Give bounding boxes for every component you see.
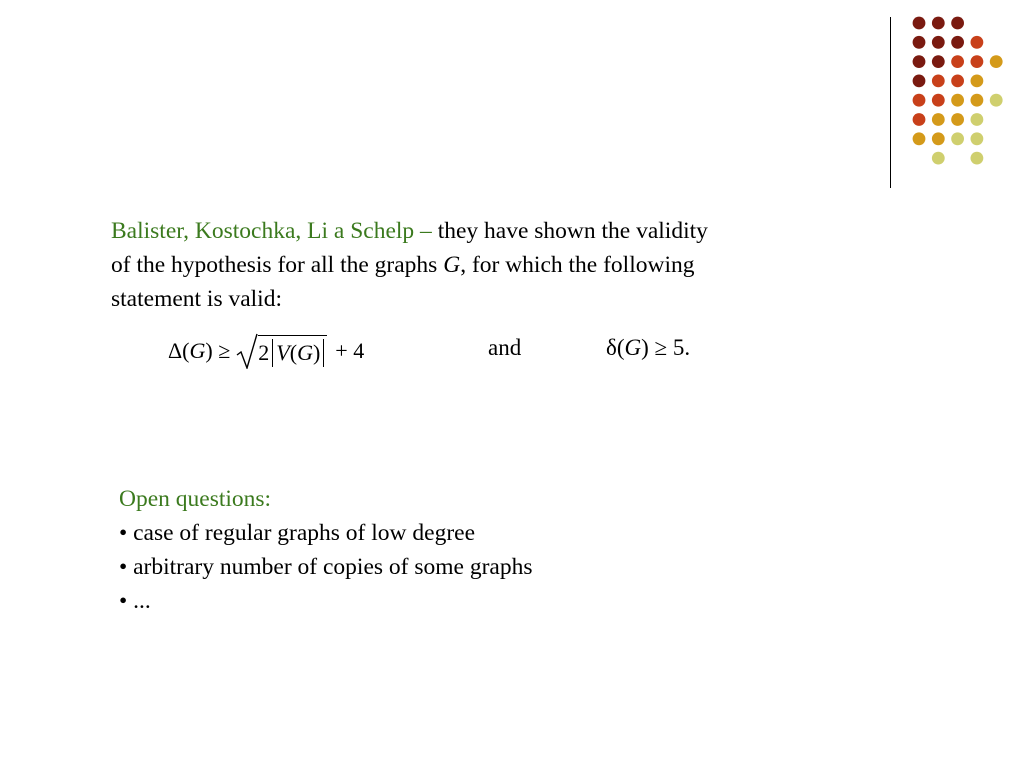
decorative-dot bbox=[951, 113, 964, 126]
decorative-dot bbox=[951, 94, 964, 107]
min-degree-rest: ) ≥ 5. bbox=[641, 335, 691, 360]
min-degree-lhs: δ( bbox=[606, 335, 625, 360]
decorative-dot bbox=[971, 152, 984, 165]
question-item: • ... bbox=[119, 588, 151, 614]
decorative-dot bbox=[913, 75, 926, 88]
decorative-dot bbox=[932, 17, 945, 30]
decorative-dot bbox=[951, 55, 964, 68]
abs-bar-right bbox=[323, 339, 324, 367]
decorative-dot bbox=[951, 132, 964, 145]
radicand-graph-var: G bbox=[297, 339, 313, 365]
decorative-dot bbox=[951, 17, 964, 30]
radicand-coefficient: 2 bbox=[258, 339, 270, 365]
decorative-dot bbox=[932, 55, 945, 68]
question-item: • arbitrary number of copies of some graphs bbox=[119, 554, 533, 580]
decorative-dot bbox=[932, 36, 945, 49]
radicand bbox=[258, 335, 327, 368]
decorative-dot bbox=[913, 36, 926, 49]
decorative-dot bbox=[971, 36, 984, 49]
decorative-dot bbox=[971, 132, 984, 145]
vertical-divider bbox=[890, 17, 891, 188]
decorative-dot bbox=[932, 152, 945, 165]
delta-lhs: Δ( bbox=[168, 338, 190, 363]
decorative-dot bbox=[971, 94, 984, 107]
decorative-dot bbox=[951, 36, 964, 49]
open-questions-block bbox=[119, 482, 819, 618]
formula-tail: + 4 bbox=[335, 338, 365, 363]
decorative-dot bbox=[971, 55, 984, 68]
result-paragraph bbox=[111, 214, 851, 316]
decorative-dot bbox=[913, 132, 926, 145]
connector-and: and bbox=[488, 335, 522, 360]
line2-end-text: , for which the following bbox=[460, 252, 695, 278]
vertex-set-v: V bbox=[276, 339, 290, 365]
decorative-dot bbox=[913, 17, 926, 30]
delta-relation: ) ≥ bbox=[205, 338, 231, 363]
decorative-dot bbox=[932, 94, 945, 107]
decorative-dot bbox=[971, 75, 984, 88]
decorative-dot bbox=[990, 94, 1003, 107]
delta-graph-var: G bbox=[189, 338, 206, 363]
decorative-dot bbox=[913, 113, 926, 126]
line3-text: statement is valid: bbox=[111, 286, 282, 312]
decorative-dot bbox=[932, 132, 945, 145]
line2-start-text: of the hypothesis for all the graphs bbox=[111, 252, 444, 278]
min-degree-graph-var: G bbox=[624, 335, 642, 360]
graph-variable: G bbox=[443, 252, 461, 278]
decorative-dot bbox=[990, 55, 1003, 68]
decorative-dot bbox=[932, 113, 945, 126]
decorative-dot bbox=[932, 75, 945, 88]
formula-row bbox=[0, 330, 1024, 380]
authors-text: Balister, Kostochka, Li a Schelp – bbox=[111, 218, 432, 244]
radicand-open: ( bbox=[289, 339, 298, 365]
question-item: • case of regular graphs of low degree bbox=[119, 520, 475, 546]
line1-text: they have shown the validity bbox=[431, 218, 708, 244]
square-root bbox=[236, 333, 327, 369]
decorative-dot bbox=[971, 113, 984, 126]
radicand-close: ) bbox=[312, 339, 321, 365]
decorative-dot-grid bbox=[0, 0, 1024, 200]
decorative-dot bbox=[913, 55, 926, 68]
max-degree-formula bbox=[168, 333, 364, 369]
decorative-dot bbox=[913, 94, 926, 107]
open-questions-heading: Open questions: bbox=[119, 486, 272, 512]
radical-sign-icon bbox=[236, 333, 258, 369]
min-degree-formula bbox=[606, 335, 690, 361]
decorative-dot bbox=[951, 75, 964, 88]
abs-bar-left bbox=[272, 339, 273, 367]
